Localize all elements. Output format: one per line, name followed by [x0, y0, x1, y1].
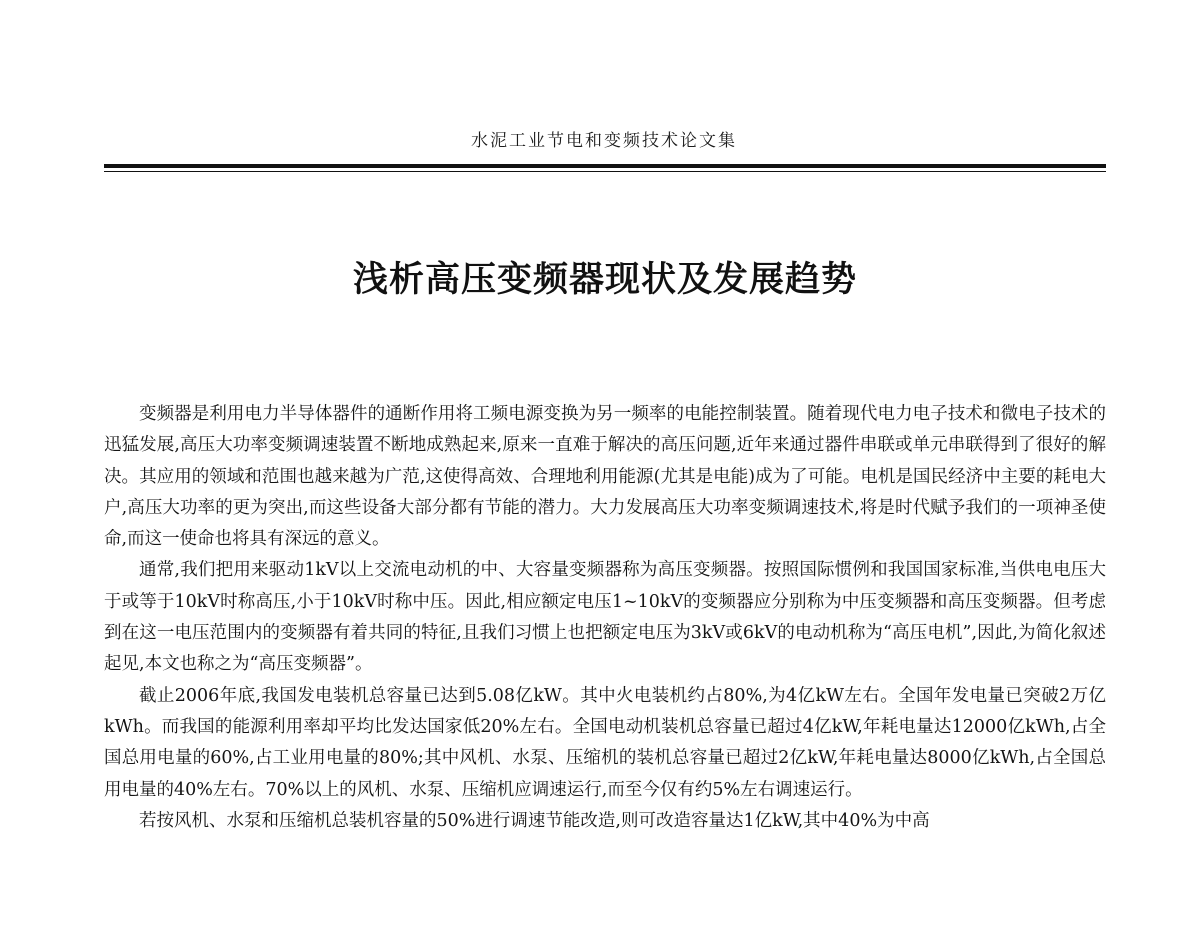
- paragraph-3: 截止2006年底,我国发电装机总容量已达到5.08亿kW。其中火电装机约占80%,为4亿kW左右。全国年发电量已突破2万亿kWh。而我国的能源利用率却平均比发达国家低20%左右。全国电动机装机总容量已超过4亿kW,年耗电量达12000亿kWh,占全国总用电量的60%,占工业用电量的80%;其中风机、水泵、压缩机的装机总容量已超过2亿kW,年耗电量达8000亿kWh,占全国总用电量的40%左右。70%以上的风机、水泵、压缩机应调速运行,而至今仅有约5%左右调速运行。: [104, 685, 1106, 800]
- header-rule-thick: [104, 164, 1106, 168]
- paragraph-2: 通常,我们把用来驱动1kV以上交流电动机的中、大容量变频器称为高压变频器。按照国际惯例和我国国家标准,当供电电压大于或等于10kV时称高压,小于10kV时称中压。因此,相应额定电压1~10kV的变频器应分别称为中压变频器和高压变频器。但考虑到在这一电压范围内的变频器有着共同的特征,且我们习惯上也把额定电压为3kV或6kV的电动机称为“高压电机”,因此,为简化叙述起见,本文也称之为“高压变频器”。: [104, 560, 1106, 675]
- article-title: 浅析高压变频器现状及发展趋势: [352, 260, 857, 300]
- header-rule-thin: [104, 171, 1106, 172]
- running-header: 水泥工业节电和变频技术论文集: [471, 131, 737, 151]
- paragraph-1: 变频器是利用电力半导体器件的通断作用将工频电源变换为另一频率的电能控制装置。随着现代电力电子技术和微电子技术的迅猛发展,高压大功率变频调速装置不断地成熟起来,原来一直难于解决的高压问题,近年来通过器件串联或单元串联得到了很好的解决。其应用的领域和范围也越来越为广范,这使得高效、合理地利用能源(尤其是电能)成为了可能。电机是国民经济中主要的耗电大户,高压大功率的更为突出,而这些设备大部分都有节能的潜力。大力发展高压大功率变频调速技术,将是时代赋予我们的一项神圣使命,而这一使命也将具有深远的意义。: [104, 404, 1106, 550]
- article-body: [104, 399, 1106, 837]
- paragraph-4: 若按风机、水泵和压缩机总装机容量的50%进行调速节能改造,则可改造容量达1亿kW,其中40%为中高: [139, 810, 930, 831]
